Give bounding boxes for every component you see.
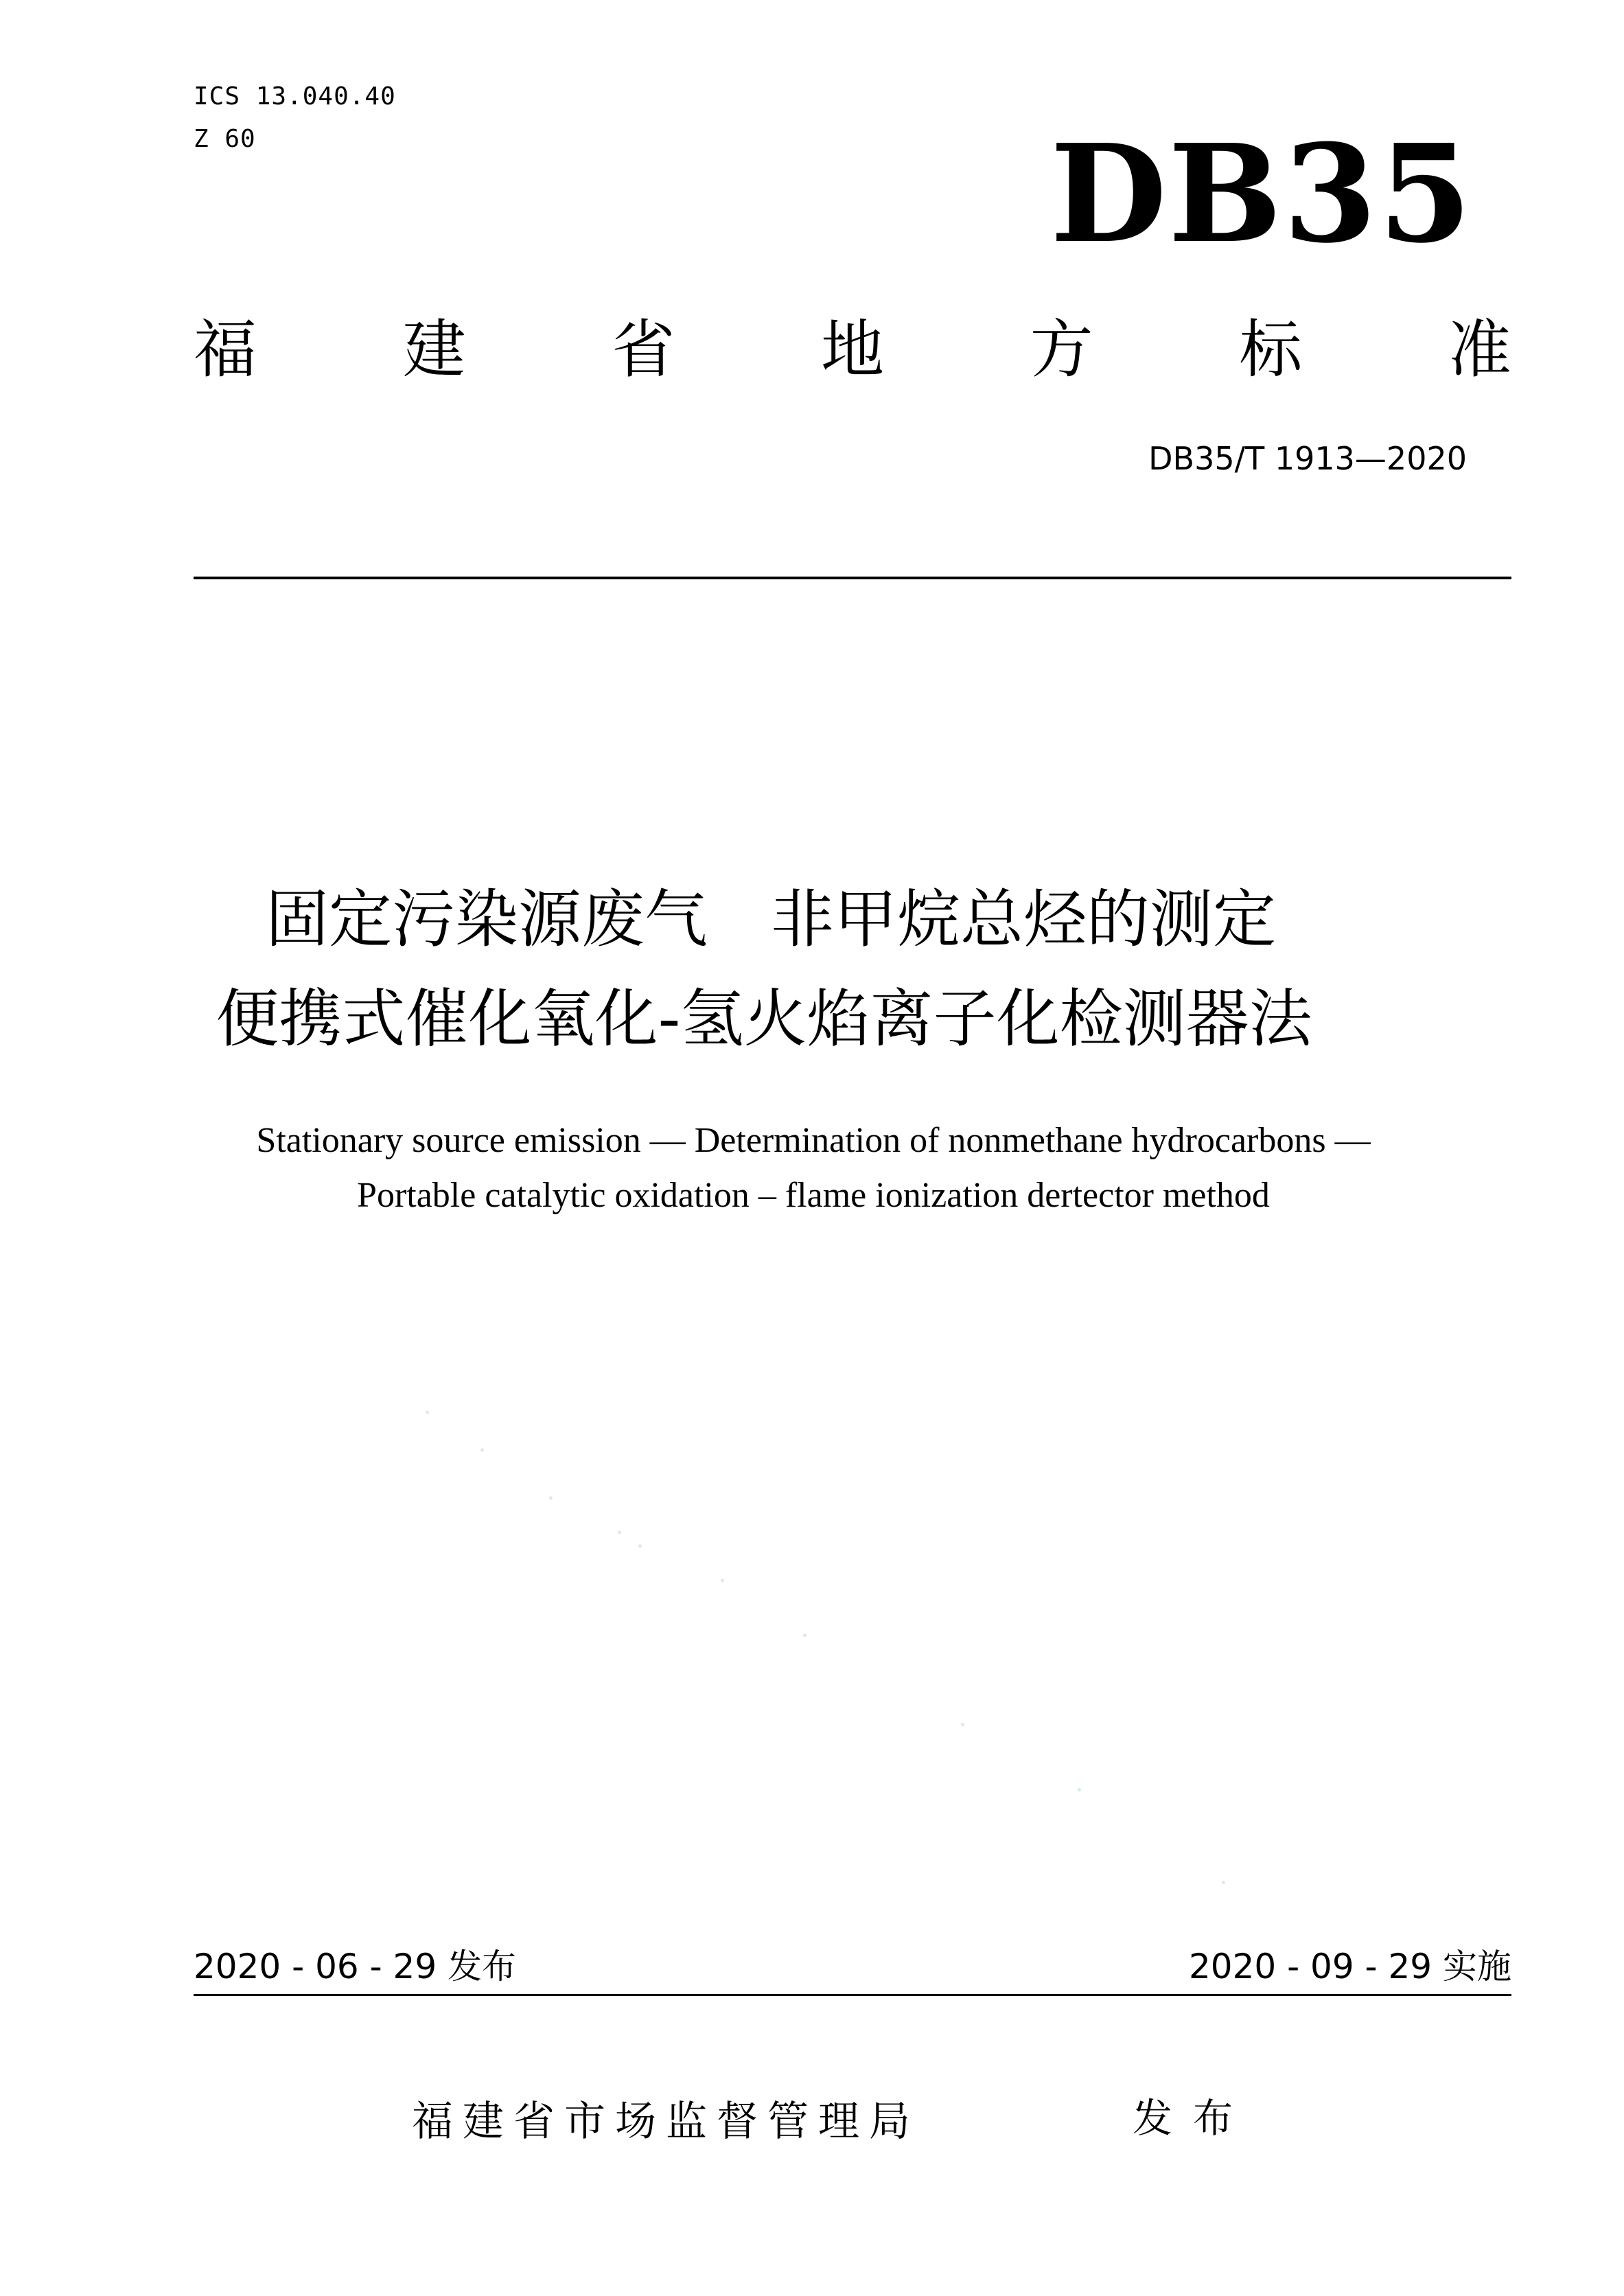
- standard-type-char: 省: [612, 313, 675, 386]
- standard-type-char: 建: [402, 313, 466, 386]
- footer-divider: [194, 1994, 1511, 1996]
- title-en-line-2: Portable catalytic oxidation – flame ionization dertector method: [357, 1176, 1270, 1215]
- scan-speck: [1078, 1788, 1081, 1791]
- scan-speck: [1222, 1881, 1225, 1884]
- implement-date: 2020 - 09 - 29 实施: [1188, 1947, 1511, 1986]
- title-en-line-1: Stationary source emission — Determination of nonmethane hydrocarbons —: [256, 1121, 1371, 1160]
- issuing-authority: 福建省市场监督管理局: [412, 2098, 920, 2146]
- scan-speck: [961, 1723, 964, 1726]
- title-cn-line-2: 便携式催化氧化-氢火焰离子化检测器法: [216, 982, 1312, 1056]
- ccs-code: Z 60: [194, 125, 256, 153]
- ics-code: ICS 13.040.40: [194, 82, 396, 111]
- standard-type-char: 准: [1448, 313, 1511, 386]
- issue-label: 发布: [1133, 2095, 1254, 2142]
- scan-speck: [803, 1634, 807, 1637]
- standard-type-char: 地: [820, 313, 884, 386]
- standard-number: DB35/T 1913—2020: [1148, 440, 1467, 477]
- header-divider: [194, 577, 1511, 579]
- publish-date: 2020 - 06 - 29 发布: [194, 1947, 517, 1986]
- standard-type-char: 福: [194, 313, 257, 386]
- scan-speck: [480, 1448, 484, 1452]
- scan-speck: [638, 1544, 642, 1548]
- scan-speck: [618, 1531, 621, 1534]
- standard-logo: DB35: [1050, 115, 1474, 273]
- standard-type-char: 方: [1030, 313, 1093, 386]
- standard-type-heading: [194, 312, 1511, 388]
- standard-type-char: 标: [1239, 313, 1303, 386]
- title-cn-line-1: 固定污染源废气 非甲烷总烃的测定: [265, 883, 1276, 956]
- scan-speck: [721, 1579, 724, 1582]
- scan-speck: [549, 1496, 553, 1500]
- scan-speck: [426, 1411, 429, 1414]
